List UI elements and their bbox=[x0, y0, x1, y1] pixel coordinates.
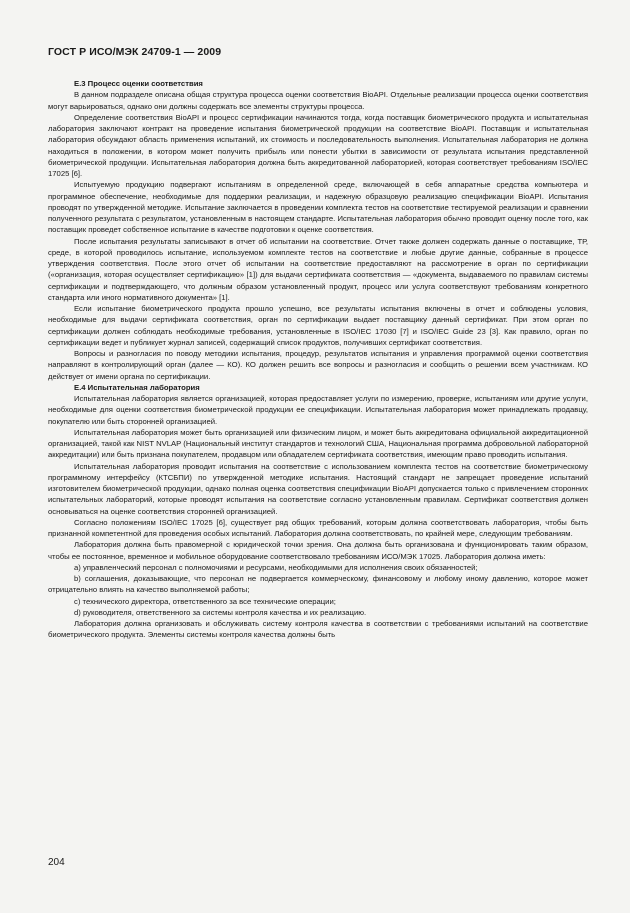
list-item: d) руководителя, ответственного за системы контроля качества и их реализацию. bbox=[74, 607, 367, 617]
paragraph: Вопросы и разногласия по поводу методики испытания, процедур, результатов испытания и управления программой оценки соответствия направляют в контролирующий орган (далее — КО). КО должен решить все вопросы и разногласия и сообщить о решении всем участникам. КО действует от имени органа по сертификации. bbox=[48, 349, 588, 381]
section-heading-e3: Е.3 Процесс оценки соответствия bbox=[74, 79, 203, 88]
paragraph: Если испытание биометрического продукта прошло успешно, все результаты испытания включены в отчет и соблюдены условия, необходимые для выдачи сертификата соответствия, орган по сертификации выдает поставщику данный сертификат. При этом орган по сертификации должен соблюдать необходимые требования, установленные в ISO/IEC 17030 [7] и ISO/IEC Guide 23 [3]. Как правило, орган по сертификации ведет и публикует журнал записей, содержащий список продуктов, получивших сертификат соответствия. bbox=[48, 304, 588, 347]
paragraph: Испытуемую продукцию подвергают испытаниям в определенной среде, включающей в себя аппаратные средства компьютера и программное обеспечение, необходимые для поддержки реализации, и надежную образцовую реализацию спецификации BioAPI. Испытания проводят по утвержденной методике. Испытание заключается в проведении комплекта тестов на соответствие тестируемой реализации и сравнении полученного результата с результатом, установленным в настоящем стандарте. Испытательная лаборатория обычно проводит оценку после того, как поставщик проведет собственное испытание в качестве подготовки к оценке соответствия. bbox=[48, 180, 588, 235]
paragraph: Лаборатория должна организовать и обслуживать систему контроля качества в соответствии с требованиями испытаний на соответствие биометрического продукта. Элементы системы контроля качества должны быть bbox=[48, 619, 588, 640]
paragraph: Определение соответствия BioAPI и процесс сертификации начинаются тогда, когда поставщик биометрического продукта и испытательная лаборатория заключают контракт на проведение испытания биометрической продукции на соответствие BioAPI. Поставщик и испытательная лаборатория обсуждают область применения испытаний, их стоимость и последовательность выполнения. Испытательная лаборатория не должна находиться в положении, в котором может получить прибыль или понести убытки в зависимости от результата испытания представленной биометрической продукции. Испытательная лаборатория должна быть аккредитованной лабораторией, которая соответствует требованиям ISO/IEC 17025 [6]. bbox=[48, 112, 588, 178]
paragraph: После испытания результаты записывают в отчет об испытании на соответствие. Отчет также должен содержать данные о поставщике, ТР, среде, в которой проводилось испытание, используемом комплекте тестов на соответствие и любые другие данные, собранные в процессе утверждения соответствия. После этого отчет об испытании на соответствие предоставляют на рассмотрение в орган по сертификации («организация, которая осуществляет сертификацию» [1]) для выдачи сертификата соответствия — «документа, выдаваемого по правилам системы сертификации и подтверждающего, что должным образом установленный продукт, процесс или услуга соответствуют требованиям конкретного стандарта или иного нормативного документа» [1]. bbox=[48, 236, 588, 302]
page-number: 204 bbox=[48, 857, 65, 868]
paragraph: Лаборатория должна быть правомерной с юридической точки зрения. Она должна быть организована и функционировать таким образом, чтобы ее постоянное, временное и мобильное оборудование соответствовало требованиям ИСО/МЭК 17025. Лаборатория должна иметь: bbox=[48, 540, 588, 561]
paragraph: В данном подразделе описана общая структура процесса оценки соответствия BioAPI. Отдельные реализации процесса оценки соответствия могут варьироваться, однако они должны содержать все элементы структуры процесса. bbox=[48, 90, 588, 111]
list-item: a) управленческий персонал с полномочиями и ресурсами, необходимыми для исполнения своих обязанностей; bbox=[74, 562, 478, 572]
list-item: c) технического директора, ответственного за все технические операции; bbox=[74, 596, 336, 606]
section-heading-e4: Е.4 Испытательная лаборатория bbox=[74, 382, 200, 392]
paragraph: Согласно положениям ISO/IEC 17025 [6], существует ряд общих требований, которым должна соответствовать лаборатория, чтобы быть признанной компетентной для проведения особых испытаний. Лаборатория должна соответствовать, по крайней мере, следующим требованиям. bbox=[48, 517, 588, 538]
page-header: ГОСТ Р ИСО/МЭК 24709-1 — 2009 bbox=[48, 46, 222, 58]
list-item: b) соглашения, доказывающие, что персонал не подвергается коммерческому, финансовому и любому иному давлению, которое может отрицательно влиять на качество выполняемой работы; bbox=[48, 574, 588, 595]
paragraph: Испытательная лаборатория может быть организацией или физическим лицом, и может быть аккредитована официальной аккредитационной организацией, такой как NIST NVLAP (Национальный институт стандартов и технологий США, Национальная программа добровольной лабораторной аккредитации) или быть признана покупателем, продавцом или обладателем сертификата соответствия, имеющим право проводить испытания. bbox=[48, 427, 588, 460]
document-body bbox=[48, 78, 588, 641]
paragraph: Испытательная лаборатория является организацией, которая предоставляет услуги по измерению, проверке, испытаниям или другие услуги, необходимые для оценки соответствия биометрической продукции ее спецификации. Испытательная лаборатория может принадлежать продавцу, покупателю или быть сторонней организацией. bbox=[48, 394, 588, 426]
paragraph: Испытательная лаборатория проводит испытания на соответствие с использованием комплекта тестов на соответствие биометрическому программному интерфейсу (КТСБПИ) по утвержденной методике испытания. Настоящий стандарт не запрещает проведение испытаний изготовителем биометрической продукции, однако полная оценка соответствия спецификации BioAPI допускается только с привлечением сторонних испытательных лабораторий, которые проводят испытания на соответствие согласно установленным правилам. Сертификат соответствия должен основываться на оценке соответствия сторонней организацией. bbox=[48, 461, 588, 516]
